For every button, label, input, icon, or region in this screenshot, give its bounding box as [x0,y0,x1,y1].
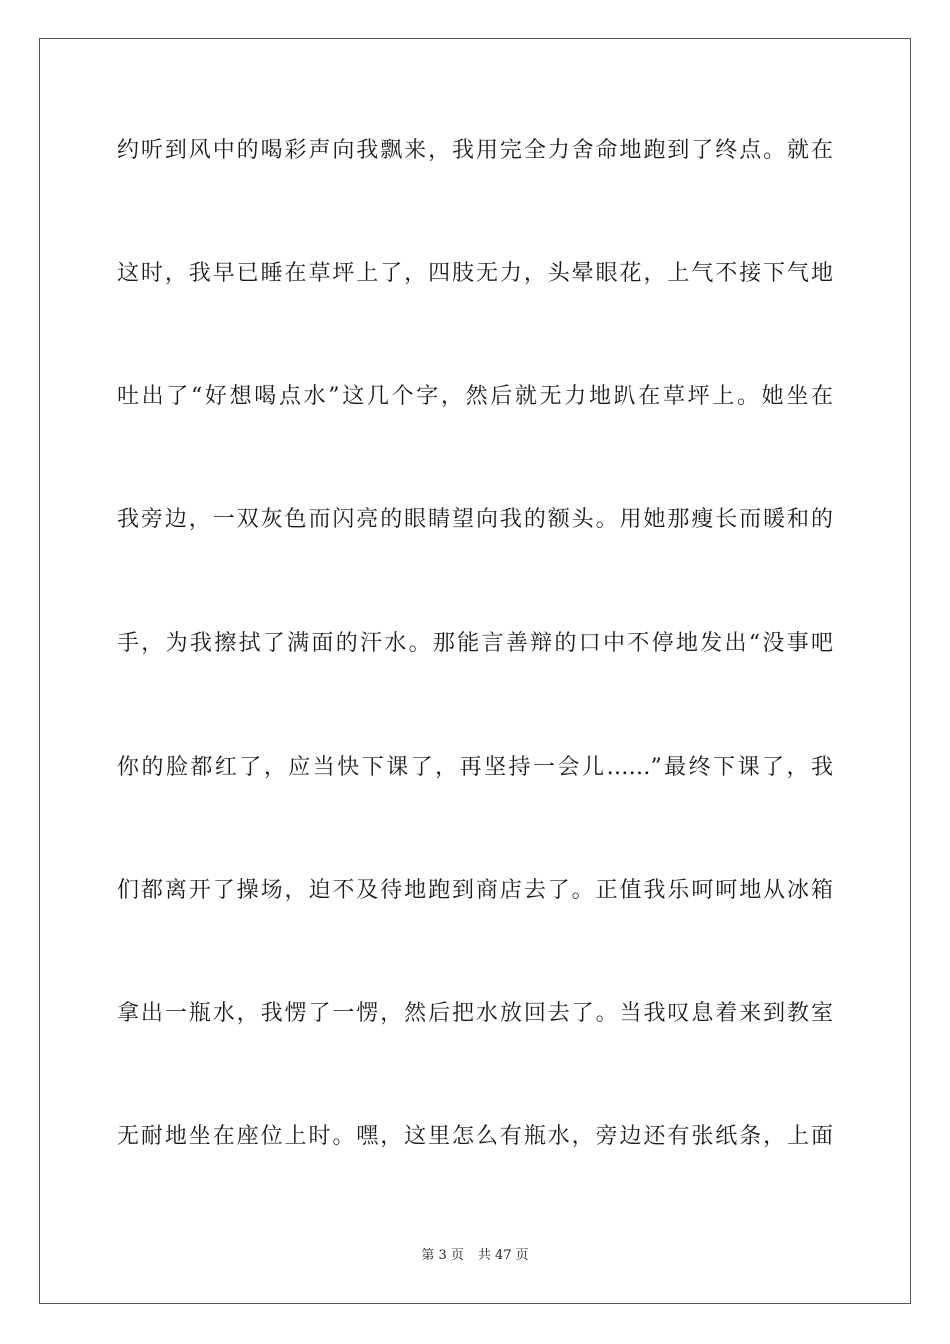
text-line-5: 手，为我擦拭了满面的汗水。那能言善辩的口中不停地发出“没事吧 [117,631,833,656]
page-number: 第 3 页 [421,1248,464,1263]
page-footer [0,1246,950,1266]
text-line-2: 这时，我早已睡在草坪上了，四肢无力，头晕眼花，上气不接下气地 [117,261,833,286]
text-line-6: 你的脸都红了，应当快下课了，再坚持一会儿……”最终下课了，我 [117,755,833,780]
text-line-4: 我旁边，一双灰色而闪亮的眼睛望向我的额头。用她那瘦长而暖和的 [117,507,833,532]
text-line-3: 吐出了“好想喝点水”这几个字，然后就无力地趴在草坪上。她坐在 [117,384,833,409]
page-total: 共 47 页 [477,1248,529,1263]
text-line-8: 拿出一瓶水，我愣了一愣，然后把水放回去了。当我叹息着来到教室 [117,1001,833,1026]
page-frame [39,38,911,1304]
text-line-9: 无耐地坐在座位上时。嘿，这里怎么有瓶水，旁边还有张纸条，上面 [117,1124,833,1149]
text-line-7: 们都离开了操场，迫不及待地跑到商店去了。正值我乐呵呵地从冰箱 [117,878,833,903]
text-line-1: 约听到风中的喝彩声向我飘来，我用完全力舍命地跑到了终点。就在 [117,138,833,163]
